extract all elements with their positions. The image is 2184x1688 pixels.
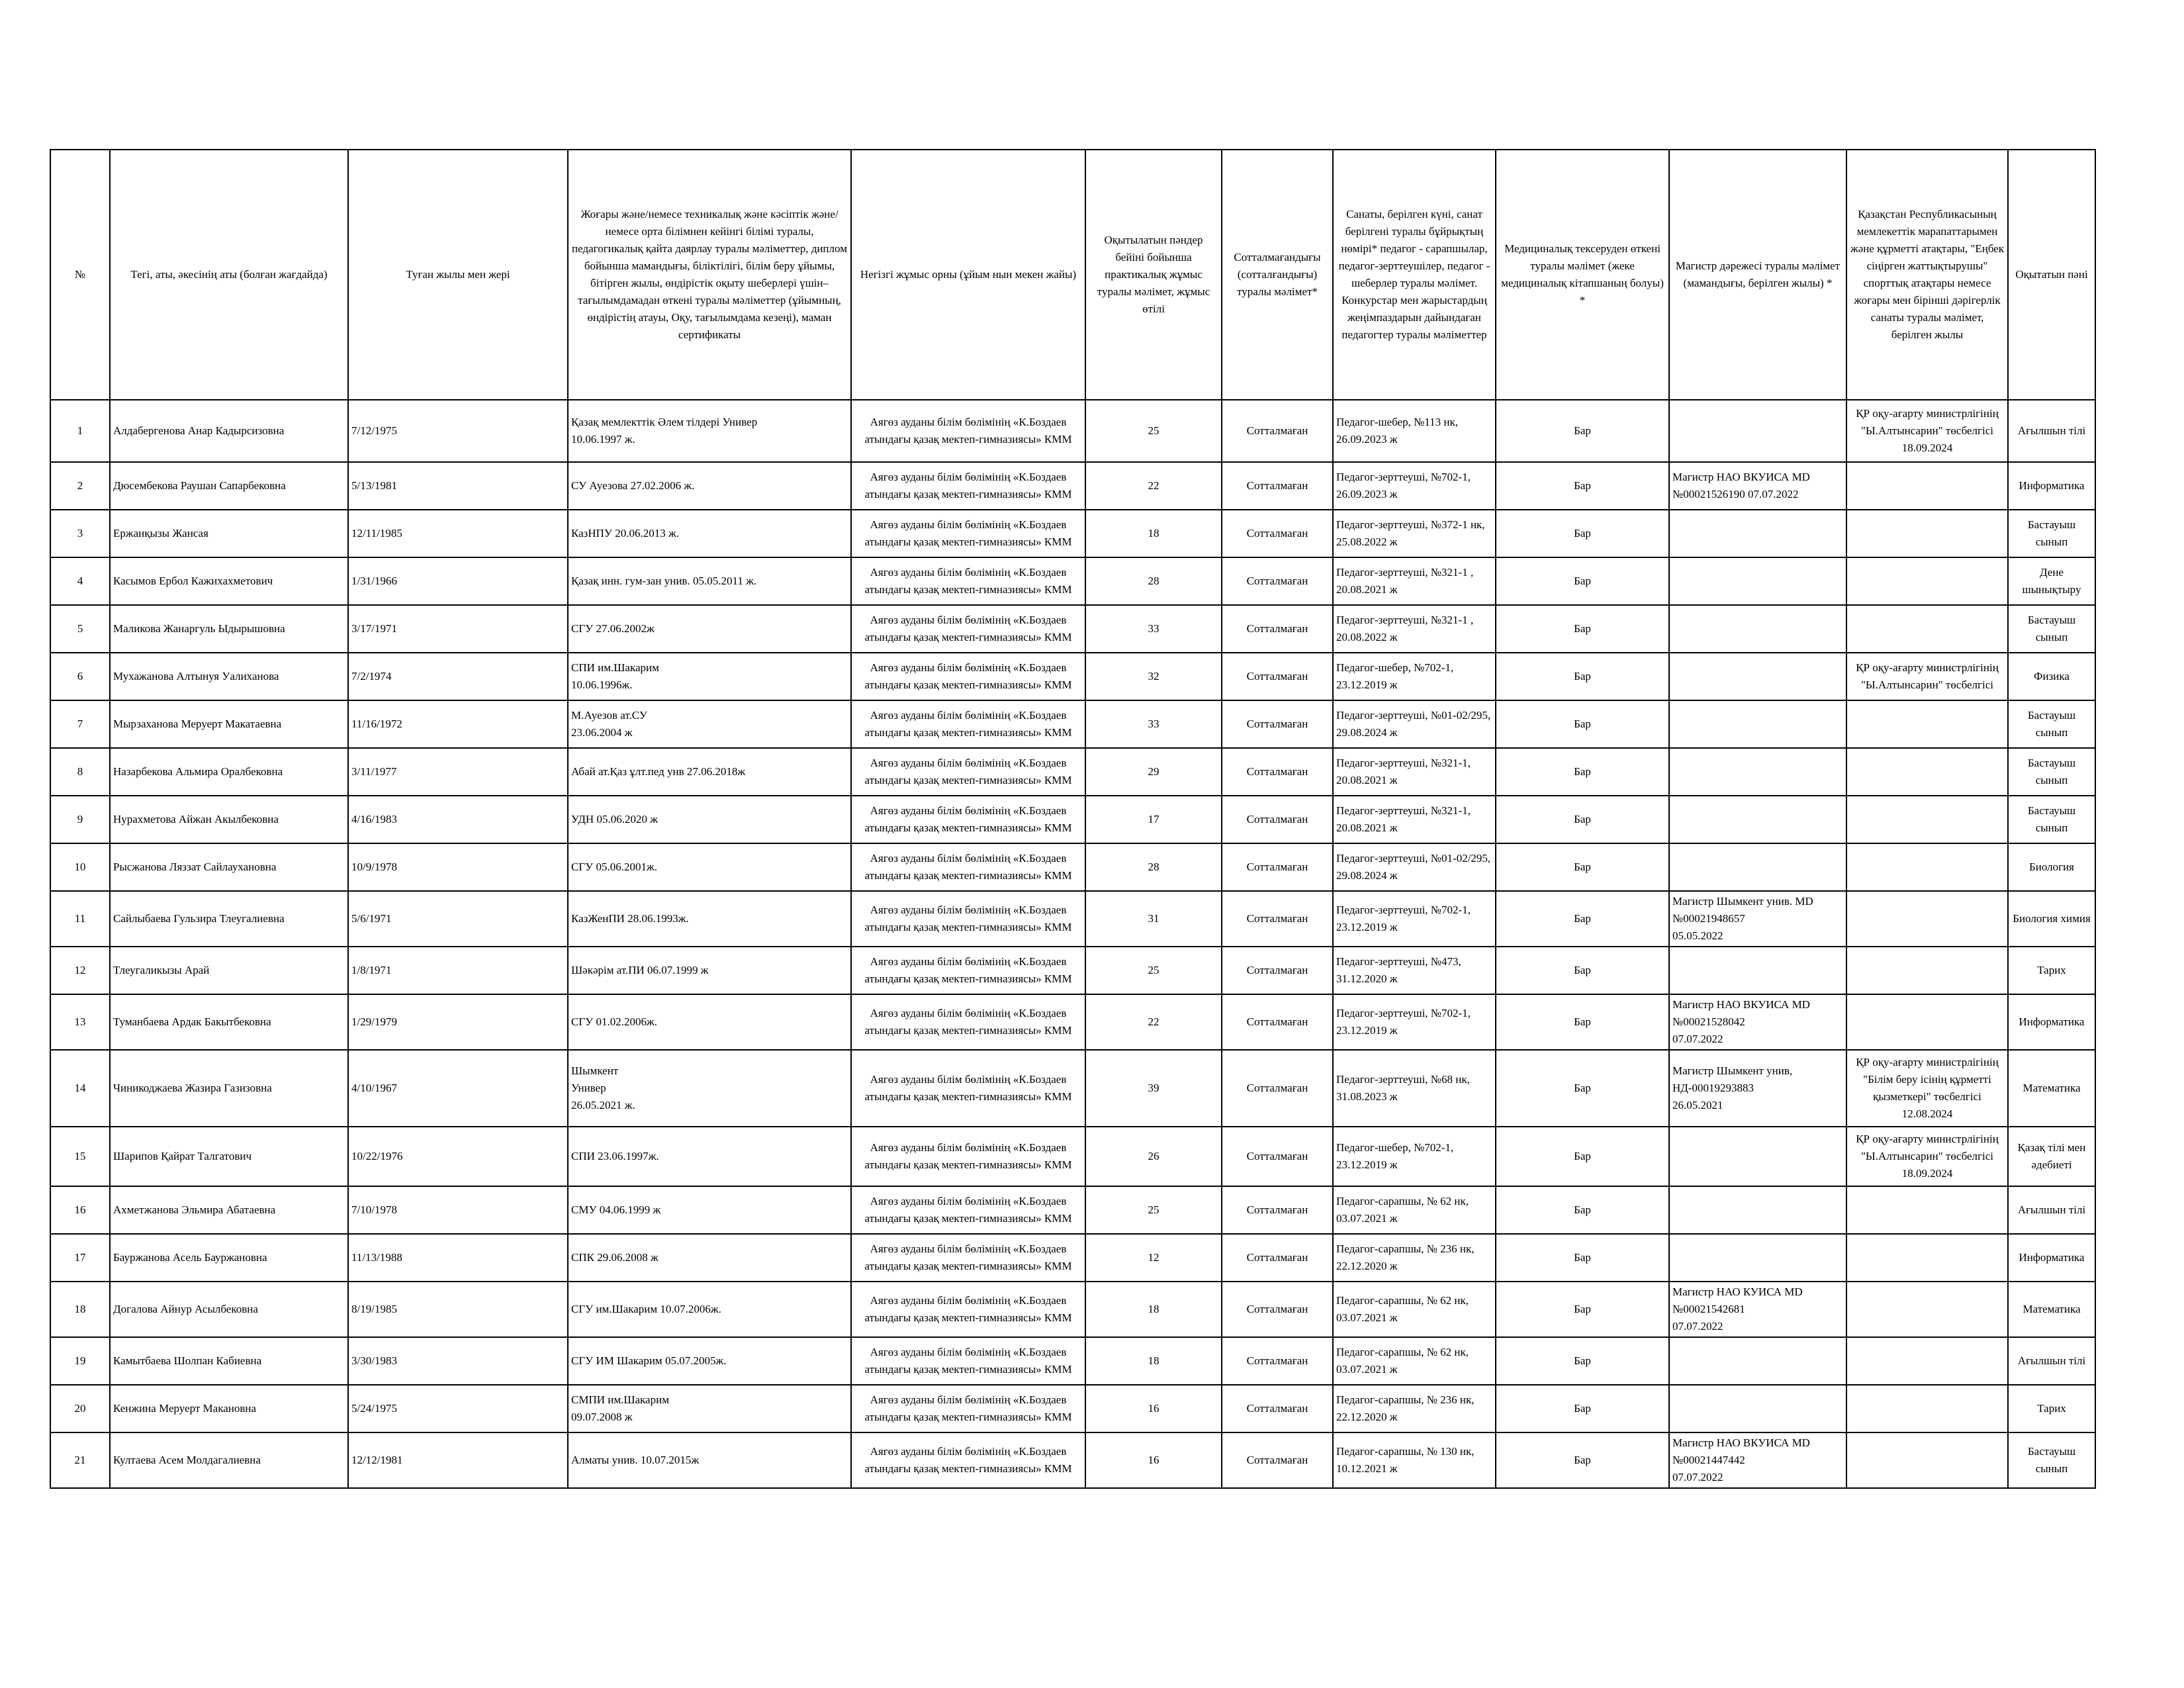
cell-conviction: Сотталмаған	[1222, 557, 1333, 605]
cell-birth: 1/29/1979	[348, 994, 568, 1050]
cell-category: Педагог-сарапшы, № 62 нк, 03.07.2021 ж	[1333, 1282, 1496, 1337]
cell-conviction: Сотталмаған	[1222, 700, 1333, 748]
cell-full-name: Догалова Айнур Асылбековна	[110, 1282, 348, 1337]
cell-education: Абай ат.Қаз ұлт.пед унв 27.06.2018ж	[568, 748, 851, 796]
cell-experience: 22	[1085, 462, 1222, 510]
cell-experience: 18	[1085, 1282, 1222, 1337]
cell-subject: Бастауыш сынып	[2008, 748, 2095, 796]
cell-experience: 33	[1085, 700, 1222, 748]
cell-master	[1669, 700, 1846, 748]
cell-experience: 33	[1085, 605, 1222, 653]
cell-category: Педагог-шебер, №702-1, 23.12.2019 ж	[1333, 1127, 1496, 1186]
cell-workplace: Аягөз ауданы білім бөлімінің «К.Боздаев атындағы қазақ мектеп-гимназиясы» КММ	[851, 1385, 1085, 1432]
cell-birth: 7/12/1975	[348, 400, 568, 462]
cell-master: Магистр НАО ВКУИСА MD №00021447442 07.07.2022	[1669, 1432, 1846, 1488]
cell-medical: Бар	[1496, 891, 1669, 947]
cell-category: Педагог-зерттеуші, №321-1, 20.08.2021 ж	[1333, 796, 1496, 843]
cell-education: КазНПУ 20.06.2013 ж.	[568, 510, 851, 557]
cell-medical: Бар	[1496, 700, 1669, 748]
cell-education: СПИ им.Шакарим 10.06.1996ж.	[568, 653, 851, 700]
cell-experience: 17	[1085, 796, 1222, 843]
cell-workplace: Аягөз ауданы білім бөлімінің «К.Боздаев атындағы қазақ мектеп-гимназиясы» КММ	[851, 462, 1085, 510]
header-row	[50, 150, 2095, 400]
table-header	[50, 150, 2095, 400]
cell-awards	[1846, 557, 2008, 605]
cell-medical: Бар	[1496, 1432, 1669, 1488]
cell-conviction: Сотталмаған	[1222, 653, 1333, 700]
table-row	[50, 1127, 2095, 1186]
cell-category: Педагог-зерттеуші, №321-1, 20.08.2021 ж	[1333, 748, 1496, 796]
cell-subject: Дене шынықтыру	[2008, 557, 2095, 605]
cell-full-name: Култаева Асем Молдагалиевна	[110, 1432, 348, 1488]
cell-conviction: Сотталмаған	[1222, 947, 1333, 994]
cell-education: Шымкент Универ 26.05.2021 ж.	[568, 1050, 851, 1127]
cell-full-name: Назарбекова Альмира Оралбековна	[110, 748, 348, 796]
cell-master: Магистр НАО ВКУИСА MD №00021526190 07.07.2022	[1669, 462, 1846, 510]
cell-education: Қазақ мемлекттік Әлем тілдері Универ 10.06.1997 ж.	[568, 400, 851, 462]
cell-full-name: Рысжанова Ляззат Сайлаухановна	[110, 843, 348, 891]
cell-full-name: Алдабергенова Анар Кадырсизовна	[110, 400, 348, 462]
cell-master: Магистр Шымкент унив. MD №00021948657 05.05.2022	[1669, 891, 1846, 947]
cell-birth: 4/10/1967	[348, 1050, 568, 1127]
cell-birth: 4/16/1983	[348, 796, 568, 843]
cell-master: Магистр Шымкент унив, НД-00019293883 26.05.2021	[1669, 1050, 1846, 1127]
cell-medical: Бар	[1496, 796, 1669, 843]
cell-master	[1669, 947, 1846, 994]
header-master: Магистр дәрежесі туралы мәлімет (мамандығы, берілген жылы) *	[1669, 150, 1846, 400]
cell-category: Педагог-сарапшы, № 236 нк, 22.12.2020 ж	[1333, 1385, 1496, 1432]
cell-conviction: Сотталмаған	[1222, 1186, 1333, 1234]
cell-birth: 7/2/1974	[348, 653, 568, 700]
cell-birth: 11/13/1988	[348, 1234, 568, 1282]
cell-education: СМПИ им.Шакарим 09.07.2008 ж	[568, 1385, 851, 1432]
cell-category: Педагог-шебер, №702-1, 23.12.2019 ж	[1333, 653, 1496, 700]
cell-conviction: Сотталмаған	[1222, 843, 1333, 891]
cell-workplace: Аягөз ауданы білім бөлімінің «К.Боздаев атындағы қазақ мектеп-гимназиясы» КММ	[851, 1432, 1085, 1488]
cell-awards	[1846, 891, 2008, 947]
cell-master	[1669, 510, 1846, 557]
cell-birth: 5/13/1981	[348, 462, 568, 510]
cell-birth: 11/16/1972	[348, 700, 568, 748]
cell-conviction: Сотталмаған	[1222, 1234, 1333, 1282]
header-number: №	[50, 150, 110, 400]
table-row	[50, 891, 2095, 947]
cell-conviction: Сотталмаған	[1222, 1385, 1333, 1432]
cell-number: 7	[50, 700, 110, 748]
cell-number: 15	[50, 1127, 110, 1186]
cell-conviction: Сотталмаған	[1222, 1432, 1333, 1488]
cell-category: Педагог-зерттеуші, №321-1 , 20.08.2022 ж	[1333, 605, 1496, 653]
cell-number: 17	[50, 1234, 110, 1282]
table-row	[50, 1234, 2095, 1282]
table-row	[50, 462, 2095, 510]
cell-medical: Бар	[1496, 1127, 1669, 1186]
cell-number: 10	[50, 843, 110, 891]
cell-experience: 32	[1085, 653, 1222, 700]
cell-master	[1669, 605, 1846, 653]
cell-subject: Қазақ тілі мен әдебиеті	[2008, 1127, 2095, 1186]
cell-workplace: Аягөз ауданы білім бөлімінің «К.Боздаев атындағы қазақ мектеп-гимназиясы» КММ	[851, 843, 1085, 891]
cell-category: Педагог-зерттеуші, №473, 31.12.2020 ж	[1333, 947, 1496, 994]
cell-medical: Бар	[1496, 1282, 1669, 1337]
cell-awards	[1846, 1186, 2008, 1234]
cell-workplace: Аягөз ауданы білім бөлімінің «К.Боздаев атындағы қазақ мектеп-гимназиясы» КММ	[851, 796, 1085, 843]
header-education: Жоғары және/немесе техникалық және кәсіптік және/немесе орта білімнен кейінгі білімі туралы, педагогикалық қайта даярлау туралы мәліметтер, диплом бойынша мамандығы, біліктілігі, білім беру ұйымы, бітірген жылы, өндірістік оқыту шеберлері үшін–тағылымдамадан өткені туралы мәліметтер (ұйымның, өндірістің атауы, Оқу, тағылымдама кезеңі), маман сертификаты	[568, 150, 851, 400]
cell-experience: 29	[1085, 748, 1222, 796]
cell-subject: Информатика	[2008, 994, 2095, 1050]
cell-medical: Бар	[1496, 605, 1669, 653]
cell-category: Педагог-зерттеуші, №01-02/295, 29.08.2024 ж	[1333, 843, 1496, 891]
cell-master: Магистр НАО ВКУИСА MD №00021528042 07.07.2022	[1669, 994, 1846, 1050]
cell-medical: Бар	[1496, 1186, 1669, 1234]
table-row	[50, 1050, 2095, 1127]
cell-conviction: Сотталмаған	[1222, 1337, 1333, 1385]
cell-conviction: Сотталмаған	[1222, 748, 1333, 796]
cell-conviction: Сотталмаған	[1222, 796, 1333, 843]
cell-medical: Бар	[1496, 1050, 1669, 1127]
cell-medical: Бар	[1496, 400, 1669, 462]
cell-education: СГУ 01.02.2006ж.	[568, 994, 851, 1050]
cell-workplace: Аягөз ауданы білім бөлімінің «К.Боздаев атындағы қазақ мектеп-гимназиясы» КММ	[851, 605, 1085, 653]
cell-birth: 3/30/1983	[348, 1337, 568, 1385]
cell-awards	[1846, 796, 2008, 843]
table-row	[50, 653, 2095, 700]
table-row	[50, 1432, 2095, 1488]
cell-subject: Биология химия	[2008, 891, 2095, 947]
cell-full-name: Туманбаева Ардак Бакытбековна	[110, 994, 348, 1050]
cell-number: 2	[50, 462, 110, 510]
cell-subject: Ағылшын тілі	[2008, 400, 2095, 462]
header-conviction: Сотталмағандығы (сотталғандығы) туралы мәлімет*	[1222, 150, 1333, 400]
cell-experience: 16	[1085, 1385, 1222, 1432]
cell-full-name: Камытбаева Шолпан Кабиевна	[110, 1337, 348, 1385]
header-category: Санаты, берілген күні, санат берілгені туралы бұйрықтың нөмірі* педагог - сарапшылар, педагог-зерттеушілер, педагог - шеберлер туралы мәлімет. Конкурстар мен жарыстардың жеңімпаздарын дайындаған педагогтер туралы мәліметтер	[1333, 150, 1496, 400]
cell-workplace: Аягөз ауданы білім бөлімінің «К.Боздаев атындағы қазақ мектеп-гимназиясы» КММ	[851, 947, 1085, 994]
cell-subject: Бастауыш сынып	[2008, 1432, 2095, 1488]
cell-master	[1669, 1186, 1846, 1234]
cell-number: 14	[50, 1050, 110, 1127]
table-body	[50, 400, 2095, 1488]
cell-workplace: Аягөз ауданы білім бөлімінің «К.Боздаев атындағы қазақ мектеп-гимназиясы» КММ	[851, 1234, 1085, 1282]
header-subject: Оқытатын пәні	[2008, 150, 2095, 400]
cell-subject: Тарих	[2008, 947, 2095, 994]
cell-master	[1669, 1385, 1846, 1432]
cell-awards	[1846, 510, 2008, 557]
cell-number: 1	[50, 400, 110, 462]
cell-birth: 5/24/1975	[348, 1385, 568, 1432]
cell-category: Педагог-сарапшы, № 130 нк, 10.12.2021 ж	[1333, 1432, 1496, 1488]
cell-experience: 25	[1085, 1186, 1222, 1234]
cell-education: М.Ауезов ат.СУ 23.06.2004 ж	[568, 700, 851, 748]
cell-full-name: Дюсембекова Раушан Сапарбековна	[110, 462, 348, 510]
cell-awards	[1846, 748, 2008, 796]
cell-number: 13	[50, 994, 110, 1050]
cell-conviction: Сотталмаған	[1222, 462, 1333, 510]
cell-number: 20	[50, 1385, 110, 1432]
cell-full-name: Нурахметова Айжан Акылбековна	[110, 796, 348, 843]
header-full-name: Тегі, аты, әкесінің аты (болған жағдайда)	[110, 150, 348, 400]
cell-full-name: Ахметжанова Эльмира Абатаевна	[110, 1186, 348, 1234]
cell-medical: Бар	[1496, 1337, 1669, 1385]
cell-awards: ҚР оқу-ағарту министрлігінің "Ы.Алтынсарин" төсбелгісі 18.09.2024	[1846, 1127, 2008, 1186]
cell-awards	[1846, 947, 2008, 994]
cell-subject: Ағылшын тілі	[2008, 1337, 2095, 1385]
cell-conviction: Сотталмаған	[1222, 1282, 1333, 1337]
cell-master	[1669, 748, 1846, 796]
table-row	[50, 994, 2095, 1050]
cell-number: 21	[50, 1432, 110, 1488]
cell-experience: 25	[1085, 400, 1222, 462]
cell-workplace: Аягөз ауданы білім бөлімінің «К.Боздаев атындағы қазақ мектеп-гимназиясы» КММ	[851, 1282, 1085, 1337]
cell-awards	[1846, 605, 2008, 653]
cell-awards	[1846, 1432, 2008, 1488]
cell-full-name: Тлеугаликызы Арай	[110, 947, 348, 994]
cell-conviction: Сотталмаған	[1222, 891, 1333, 947]
staff-table	[50, 149, 2096, 1489]
cell-birth: 12/12/1981	[348, 1432, 568, 1488]
cell-education: СУ Ауезова 27.02.2006 ж.	[568, 462, 851, 510]
cell-medical: Бар	[1496, 1385, 1669, 1432]
cell-full-name: Сайлыбаева Гульзира Тлеугалиевна	[110, 891, 348, 947]
cell-awards	[1846, 1385, 2008, 1432]
table-row	[50, 1337, 2095, 1385]
cell-workplace: Аягөз ауданы білім бөлімінің «К.Боздаев атындағы қазақ мектеп-гимназиясы» КММ	[851, 1337, 1085, 1385]
cell-awards	[1846, 1234, 2008, 1282]
cell-full-name: Кенжина Меруерт Макановна	[110, 1385, 348, 1432]
table-row	[50, 700, 2095, 748]
cell-medical: Бар	[1496, 994, 1669, 1050]
table-row	[50, 1282, 2095, 1337]
cell-education: УДН 05.06.2020 ж	[568, 796, 851, 843]
header-medical: Медициналық тексеруден өткені туралы мәлімет (жеке медициналық кітапшаның болуы) *	[1496, 150, 1669, 400]
cell-workplace: Аягөз ауданы білім бөлімінің «К.Боздаев атындағы қазақ мектеп-гимназиясы» КММ	[851, 891, 1085, 947]
table-row	[50, 748, 2095, 796]
cell-master	[1669, 1127, 1846, 1186]
cell-education: СПИ 23.06.1997ж.	[568, 1127, 851, 1186]
table-row	[50, 557, 2095, 605]
cell-number: 19	[50, 1337, 110, 1385]
cell-master	[1669, 653, 1846, 700]
cell-medical: Бар	[1496, 748, 1669, 796]
cell-conviction: Сотталмаған	[1222, 605, 1333, 653]
cell-medical: Бар	[1496, 510, 1669, 557]
cell-number: 18	[50, 1282, 110, 1337]
cell-education: СГУ 27.06.2002ж	[568, 605, 851, 653]
cell-full-name: Касымов Ербол Кажихахметович	[110, 557, 348, 605]
cell-number: 16	[50, 1186, 110, 1234]
cell-category: Педагог-зерттеуші, №321-1 , 20.08.2021 ж	[1333, 557, 1496, 605]
cell-category: Педагог-зерттеуші, №702-1, 26.09.2023 ж	[1333, 462, 1496, 510]
cell-master: Магистр НАО КУИСА MD №00021542681 07.07.2022	[1669, 1282, 1846, 1337]
table-row	[50, 947, 2095, 994]
cell-experience: 16	[1085, 1432, 1222, 1488]
cell-full-name: Чиникоджаева Жазира Газизовна	[110, 1050, 348, 1127]
table-row	[50, 843, 2095, 891]
cell-number: 3	[50, 510, 110, 557]
cell-medical: Бар	[1496, 947, 1669, 994]
cell-subject: Информатика	[2008, 462, 2095, 510]
cell-experience: 39	[1085, 1050, 1222, 1127]
cell-workplace: Аягөз ауданы білім бөлімінің «К.Боздаев атындағы қазақ мектеп-гимназиясы» КММ	[851, 1127, 1085, 1186]
cell-master	[1669, 400, 1846, 462]
cell-workplace: Аягөз ауданы білім бөлімінің «К.Боздаев атындағы қазақ мектеп-гимназиясы» КММ	[851, 557, 1085, 605]
cell-conviction: Сотталмаған	[1222, 994, 1333, 1050]
cell-number: 8	[50, 748, 110, 796]
cell-master	[1669, 1234, 1846, 1282]
cell-category: Педагог-сарапшы, № 62 нк, 03.07.2021 ж	[1333, 1186, 1496, 1234]
cell-education: Алматы унив. 10.07.2015ж	[568, 1432, 851, 1488]
cell-workplace: Аягөз ауданы білім бөлімінің «К.Боздаев атындағы қазақ мектеп-гимназиясы» КММ	[851, 748, 1085, 796]
cell-education: СГУ им.Шакарим 10.07.2006ж.	[568, 1282, 851, 1337]
cell-subject: Бастауыш сынып	[2008, 605, 2095, 653]
cell-birth: 1/8/1971	[348, 947, 568, 994]
cell-awards	[1846, 462, 2008, 510]
cell-full-name: Бауржанова Асель Бауржановна	[110, 1234, 348, 1282]
cell-awards	[1846, 994, 2008, 1050]
cell-subject: Бастауыш сынып	[2008, 796, 2095, 843]
table-row	[50, 510, 2095, 557]
cell-category: Педагог-зерттеуші, №702-1, 23.12.2019 ж	[1333, 994, 1496, 1050]
cell-experience: 31	[1085, 891, 1222, 947]
cell-full-name: Ержанқызы Жансая	[110, 510, 348, 557]
cell-awards	[1846, 1337, 2008, 1385]
cell-number: 12	[50, 947, 110, 994]
cell-subject: Бастауыш сынып	[2008, 700, 2095, 748]
table-row	[50, 1385, 2095, 1432]
cell-education: Қазақ инн. гум-зан унив. 05.05.2011 ж.	[568, 557, 851, 605]
cell-full-name: Мухажанова Алтынуя Уалиханова	[110, 653, 348, 700]
cell-birth: 10/22/1976	[348, 1127, 568, 1186]
header-awards: Қазақстан Республикасының мемлекеттік марапаттарымен және құрметті атақтары, "Еңбек сіңірген жаттықтырушы" спорттық атақтары немесе жоғары мен бірінші дәрігерлік санаты туралы мәлімет, берілген жылы	[1846, 150, 2008, 400]
cell-awards	[1846, 1282, 2008, 1337]
table-row	[50, 400, 2095, 462]
cell-experience: 26	[1085, 1127, 1222, 1186]
cell-category: Педагог-шебер, №113 нк, 26.09.2023 ж	[1333, 400, 1496, 462]
cell-master	[1669, 843, 1846, 891]
cell-awards: ҚР оқу-ағарту министрлігінің "Ы.Алтынсарин" төсбелгісі	[1846, 653, 2008, 700]
cell-birth: 5/6/1971	[348, 891, 568, 947]
cell-subject: Математика	[2008, 1282, 2095, 1337]
cell-awards	[1846, 700, 2008, 748]
cell-experience: 28	[1085, 557, 1222, 605]
cell-subject: Бастауыш сынып	[2008, 510, 2095, 557]
cell-subject: Математика	[2008, 1050, 2095, 1127]
cell-education: СГУ ИМ Шакарим 05.07.2005ж.	[568, 1337, 851, 1385]
cell-awards: ҚР оқу-ағарту министрлігінің "Білім беру ісінің құрметті қызметкері" төсбелгісі 12.08.2024	[1846, 1050, 2008, 1127]
cell-workplace: Аягөз ауданы білім бөлімінің «К.Боздаев атындағы қазақ мектеп-гимназиясы» КММ	[851, 1186, 1085, 1234]
cell-awards	[1846, 843, 2008, 891]
cell-full-name: Мырзаханова Меруерт Макатаевна	[110, 700, 348, 748]
cell-education: СПК 29.06.2008 ж	[568, 1234, 851, 1282]
cell-workplace: Аягөз ауданы білім бөлімінің «К.Боздаев атындағы қазақ мектеп-гимназиясы» КММ	[851, 994, 1085, 1050]
cell-medical: Бар	[1496, 557, 1669, 605]
cell-conviction: Сотталмаған	[1222, 1127, 1333, 1186]
cell-conviction: Сотталмаған	[1222, 1050, 1333, 1127]
cell-number: 11	[50, 891, 110, 947]
cell-birth: 10/9/1978	[348, 843, 568, 891]
cell-workplace: Аягөз ауданы білім бөлімінің «К.Боздаев атындағы қазақ мектеп-гимназиясы» КММ	[851, 1050, 1085, 1127]
cell-category: Педагог-зерттеуші, №68 нк, 31.08.2023 ж	[1333, 1050, 1496, 1127]
table-row	[50, 796, 2095, 843]
header-experience: Оқытылатын пәндер бейіні бойынша практикалық жұмыс туралы мәлімет, жұмыс өтілі	[1085, 150, 1222, 400]
cell-awards: ҚР оқу-ағарту министрлігінің "Ы.Алтынсарин" төсбелгісі 18.09.2024	[1846, 400, 2008, 462]
cell-category: Педагог-сарапшы, № 236 нк, 22.12.2020 ж	[1333, 1234, 1496, 1282]
cell-education: КазЖенПИ 28.06.1993ж.	[568, 891, 851, 947]
cell-workplace: Аягөз ауданы білім бөлімінің «К.Боздаев атындағы қазақ мектеп-гимназиясы» КММ	[851, 700, 1085, 748]
cell-medical: Бар	[1496, 1234, 1669, 1282]
cell-workplace: Аягөз ауданы білім бөлімінің «К.Боздаев атындағы қазақ мектеп-гимназиясы» КММ	[851, 653, 1085, 700]
cell-category: Педагог-зерттеуші, №372-1 нк, 25.08.2022 ж	[1333, 510, 1496, 557]
cell-master	[1669, 557, 1846, 605]
cell-education: Шәкәрім ат.ПИ 06.07.1999 ж	[568, 947, 851, 994]
header-workplace: Негізгі жұмыс орны (ұйым нын мекен жайы)	[851, 150, 1085, 400]
cell-birth: 12/11/1985	[348, 510, 568, 557]
cell-conviction: Сотталмаған	[1222, 400, 1333, 462]
table-row	[50, 605, 2095, 653]
header-birth: Туған жылы мен жері	[348, 150, 568, 400]
cell-medical: Бар	[1496, 843, 1669, 891]
cell-conviction: Сотталмаған	[1222, 510, 1333, 557]
cell-full-name: Шарипов Қайрат Талгатович	[110, 1127, 348, 1186]
cell-number: 6	[50, 653, 110, 700]
cell-birth: 1/31/1966	[348, 557, 568, 605]
cell-education: СМУ 04.06.1999 ж	[568, 1186, 851, 1234]
cell-experience: 28	[1085, 843, 1222, 891]
cell-birth: 8/19/1985	[348, 1282, 568, 1337]
cell-birth: 3/11/1977	[348, 748, 568, 796]
cell-medical: Бар	[1496, 462, 1669, 510]
cell-subject: Тарих	[2008, 1385, 2095, 1432]
cell-experience: 12	[1085, 1234, 1222, 1282]
cell-birth: 7/10/1978	[348, 1186, 568, 1234]
cell-category: Педагог-сарапшы, № 62 нк, 03.07.2021 ж	[1333, 1337, 1496, 1385]
cell-workplace: Аягөз ауданы білім бөлімінің «К.Боздаев атындағы қазақ мектеп-гимназиясы» КММ	[851, 510, 1085, 557]
cell-number: 9	[50, 796, 110, 843]
cell-number: 5	[50, 605, 110, 653]
cell-experience: 18	[1085, 510, 1222, 557]
cell-full-name: Маликова Жанаргуль Ыдырышовна	[110, 605, 348, 653]
cell-education: СГУ 05.06.2001ж.	[568, 843, 851, 891]
cell-medical: Бар	[1496, 653, 1669, 700]
cell-workplace: Аягөз ауданы білім бөлімінің «К.Боздаев атындағы қазақ мектеп-гимназиясы» КММ	[851, 400, 1085, 462]
cell-birth: 3/17/1971	[348, 605, 568, 653]
cell-experience: 22	[1085, 994, 1222, 1050]
cell-category: Педагог-зерттеуші, №702-1, 23.12.2019 ж	[1333, 891, 1496, 947]
table-row	[50, 1186, 2095, 1234]
cell-subject: Физика	[2008, 653, 2095, 700]
cell-subject: Биология	[2008, 843, 2095, 891]
cell-master	[1669, 796, 1846, 843]
cell-experience: 25	[1085, 947, 1222, 994]
cell-subject: Информатика	[2008, 1234, 2095, 1282]
cell-number: 4	[50, 557, 110, 605]
cell-experience: 18	[1085, 1337, 1222, 1385]
cell-category: Педагог-зерттеуші, №01-02/295, 29.08.2024 ж	[1333, 700, 1496, 748]
cell-master	[1669, 1337, 1846, 1385]
cell-subject: Ағылшын тілі	[2008, 1186, 2095, 1234]
